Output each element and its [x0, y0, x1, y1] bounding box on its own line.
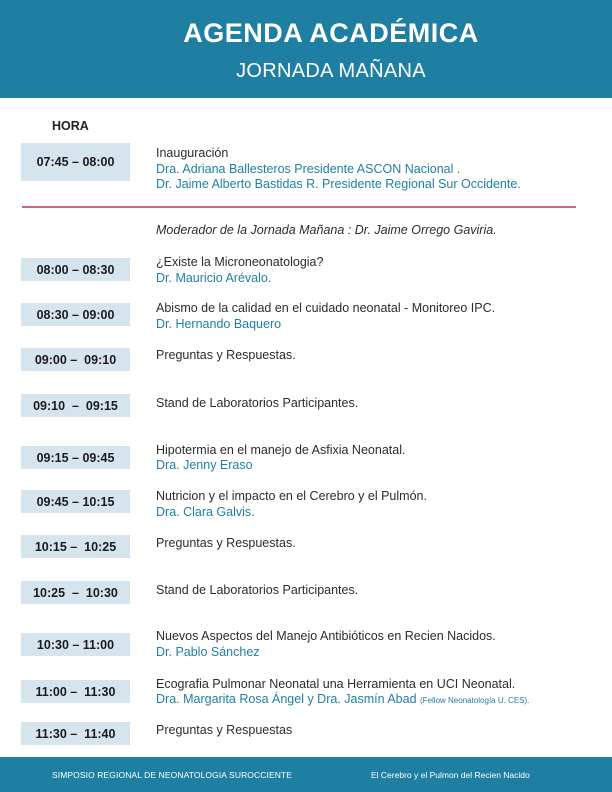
session-speaker [156, 692, 529, 706]
speaker-note: (Fellow Neonatología U. CES). [420, 696, 530, 705]
session-title: Nuevos Aspectos del Manejo Antibióticos en Recien Nacidos. [156, 629, 496, 643]
session-time: 08:00 – 08:30 [21, 258, 130, 281]
page-title: AGENDA ACADÉMICA [183, 18, 479, 48]
session-title: Nutricion y el impacto en el Cerebro y el Pulmón. [156, 489, 427, 503]
session-time: 10:15 – 10:25 [21, 535, 130, 558]
session-time: 09:10 – 09:15 [21, 394, 130, 417]
page-subtitle: JORNADA MAÑANA [236, 60, 426, 82]
session-title: Preguntas y Respuestas [156, 723, 293, 737]
session-speaker: Dr. Hernando Baquero [156, 317, 282, 331]
footer-event-name: SIMPOSIO REGIONAL DE NEONATOLOGIA SUROCCIENTE [52, 770, 293, 780]
session-time: 11:00 – 11:30 [21, 680, 130, 703]
moderator-note: Moderador de la Jornada Mañana : Dr. Jaime Orrego Gaviria. [156, 223, 497, 237]
opening-speaker-1: Dra. Adriana Ballesteros Presidente ASCON Nacional . [156, 162, 461, 176]
session-time: 08:30 – 09:00 [21, 303, 130, 326]
session-title: ¿Existe la Microneonatologia? [156, 255, 324, 269]
session-time: 10:25 – 10:30 [21, 581, 130, 604]
footer-bar [0, 757, 612, 792]
speaker-names: Dra. Margarita Rosa Ángel y Dra. Jasmín Abad [156, 692, 417, 706]
hora-column-header: HORA [52, 119, 89, 133]
session-speaker: Dra. Jenny Eraso [156, 458, 253, 472]
session-time: 09:00 – 09:10 [21, 348, 130, 371]
session-title: Preguntas y Respuestas. [156, 536, 296, 550]
session-title: Preguntas y Respuestas. [156, 348, 296, 362]
section-divider [22, 206, 576, 208]
footer-event-theme: El Cerebro y el Pulmon del Recien Nacido [371, 770, 530, 780]
session-speaker: Dra. Clara Galvis. [156, 505, 255, 519]
session-speaker: Dr. Mauricio Arévalo. [156, 271, 272, 285]
session-title: Ecografia Pulmonar Neonatal una Herramienta en UCI Neonatal. [156, 677, 516, 691]
session-speaker: Dr. Pablo Sánchez [156, 645, 260, 659]
session-title: Stand de Laboratorios Participantes. [156, 396, 359, 410]
session-title: Stand de Laboratorios Participantes. [156, 583, 359, 597]
opening-speaker-2: Dr. Jaime Alberto Bastidas R. Presidente Regional Sur Occidente. [156, 177, 521, 191]
header-banner [0, 0, 612, 98]
opening-time: 07:45 – 08:00 [21, 143, 130, 181]
opening-title: Inauguración [156, 146, 229, 160]
session-title: Abismo de la calidad en el cuidado neonatal - Monitoreo IPC. [156, 301, 496, 315]
session-time: 09:45 – 10:15 [21, 490, 130, 513]
session-title: Hipotermia en el manejo de Asfixia Neonatal. [156, 443, 406, 457]
session-time: 09:15 – 09:45 [21, 446, 130, 469]
session-time: 11:30 – 11:40 [21, 722, 130, 745]
session-time: 10:30 – 11:00 [21, 633, 130, 656]
